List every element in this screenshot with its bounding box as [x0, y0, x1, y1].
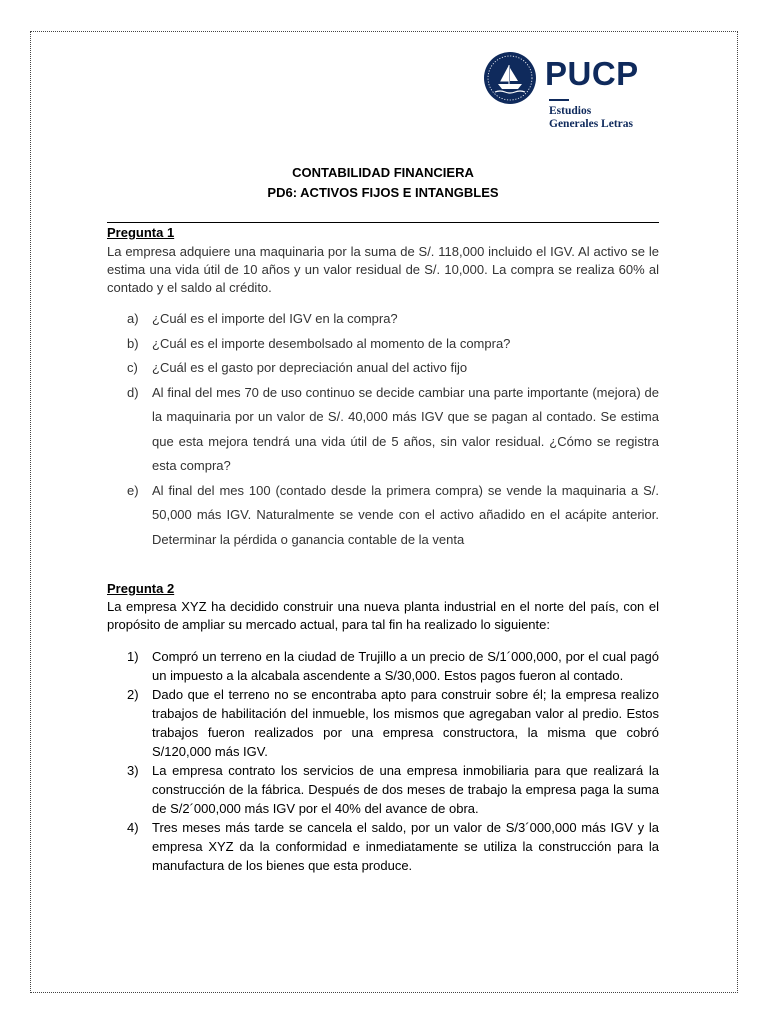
list-marker: e): [127, 482, 139, 498]
list-marker: 4): [127, 820, 139, 835]
logo-subtitle-line1: Estudios: [549, 105, 592, 117]
list-item: [107, 479, 659, 553]
logo-rule: [549, 99, 569, 101]
list-marker: 2): [127, 687, 139, 702]
list-item: [107, 818, 659, 875]
list-item: [107, 307, 659, 332]
list-text: Tres meses más tarde se cancela el saldo, por un valor de S/3´000,000 más IGV y la empresa XYZ da la conformidad e inmediatamente se utiliza la construcción para la manufactura de los bienes que esta produce.: [152, 820, 659, 873]
document-titles: [107, 163, 659, 203]
list-item: [107, 381, 659, 479]
logo-wordmark: PUCP: [545, 55, 639, 92]
list-text: La empresa contrato los servicios de una empresa inmobiliaria para que realizará la construcción de la fábrica. Después de dos meses de trabajo la empresa paga la suma de S/2´000,000 más IGV por el 40% del avance de obra.: [152, 763, 659, 816]
question-2-list: [107, 647, 659, 875]
list-text: Dado que el terreno no se encontraba apto para construir sobre él; la empresa realizo trabajos de habilitación del inmueble, los mismos que agregaban valor al predio. Estos trabajos fueron realizados por una empresa constructora, la misma que cobró S/120,000 más IGV.: [152, 687, 659, 759]
question-1-intro: La empresa adquiere una maquinaria por la suma de S/. 118,000 incluido el IGV. Al activo se le estima una vida útil de 10 años y un valor residual de S/. 10,000. La compra se realiza 60% al contado y el saldo al crédito.: [107, 244, 659, 295]
question-2-heading: Pregunta 2: [107, 581, 175, 596]
list-text: Al final del mes 100 (contado desde la primera compra) se vende la maquinaria a S/. 50,000 más IGV. Naturalmente se vende con el activo añadido en el acápite anterior. Determinar la pérdida o ganancia contable de la venta: [152, 482, 659, 547]
list-marker: a): [127, 311, 139, 326]
list-text: ¿Cuál es el importe desembolsado al momento de la compra?: [152, 335, 511, 351]
list-item: [107, 647, 659, 685]
logo-subtitle: [549, 105, 633, 131]
question-1-list: [107, 307, 659, 552]
list-text: Al final del mes 70 de uso continuo se decide cambiar una parte importante (mejora) de la maquinaria por un valor de S/. 40,000 más IGV que se pagan al contado. Se estima que esta mejora tendrá una vida útil de 5 años, sin valor residual. ¿Cómo se registra esta compra?: [152, 384, 659, 473]
list-marker: b): [127, 335, 139, 351]
document-title: CONTABILIDAD FINANCIERA: [292, 165, 474, 180]
list-item: [107, 685, 659, 761]
list-item: [107, 761, 659, 818]
list-text: ¿Cuál es el gasto por depreciación anual del activo fijo: [152, 360, 468, 375]
document-subtitle: PD6: ACTIVOS FIJOS E INTANGBLES: [267, 185, 499, 200]
ship-seal-icon: [483, 51, 537, 105]
pucp-logo: [483, 51, 658, 131]
list-marker: d): [127, 384, 139, 400]
list-item: [107, 332, 659, 357]
list-marker: 1): [127, 649, 139, 664]
title-divider: [107, 222, 659, 223]
question-2-intro: La empresa XYZ ha decidido construir una nueva planta industrial en el norte del país, con el propósito de ampliar su mercado actual, para tal fin ha realizado lo siguiente:: [107, 599, 659, 632]
list-item: [107, 356, 659, 381]
list-text: ¿Cuál es el importe del IGV en la compra?: [152, 311, 398, 326]
list-marker: c): [127, 360, 138, 375]
question-1-heading: Pregunta 1: [107, 225, 175, 240]
list-text: Compró un terreno en la ciudad de Trujillo a un precio de S/1´000,000, por el cual pagó un impuesto a la alcabala ascendente a S/30,000. Estos pagos fueron al contado.: [152, 649, 659, 683]
logo-subtitle-line2: Generales Letras: [549, 118, 633, 130]
list-marker: 3): [127, 763, 139, 778]
